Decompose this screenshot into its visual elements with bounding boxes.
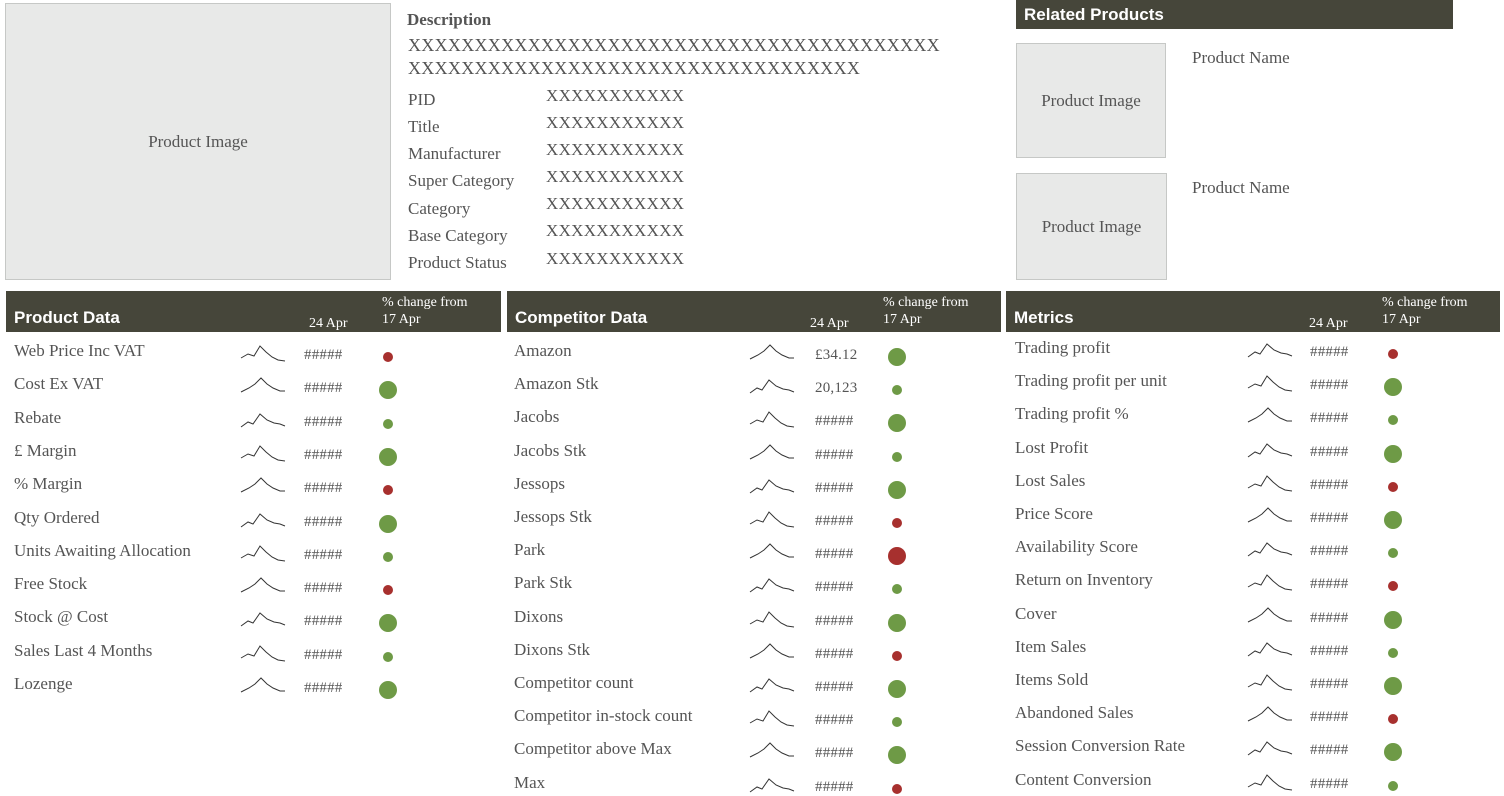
metric-value-trading-profit-per-unit: #####: [1310, 377, 1349, 393]
metric-value-abandoned-sales: #####: [1310, 709, 1349, 725]
metric-label-session-conversion-rate[interactable]: Session Conversion Rate: [1015, 736, 1185, 755]
sparkline-icon: [1247, 704, 1293, 726]
metric-value-dixons: #####: [815, 613, 854, 629]
sparkline-icon: [1247, 472, 1293, 494]
change-indicator-bad: [1388, 714, 1398, 724]
change-indicator-good: [1384, 611, 1402, 629]
change-indicator-good: [892, 385, 902, 395]
metric-label-amazon-stk[interactable]: Amazon Stk: [514, 374, 599, 393]
sparkline-icon: [749, 641, 795, 663]
attr-label-manufacturer: Manufacturer: [408, 144, 501, 163]
change-indicator-good: [379, 448, 397, 466]
metric-label-amazon[interactable]: Amazon: [514, 341, 572, 360]
metric-value-jacobs-stk: #####: [815, 447, 854, 463]
sparkline-icon: [1247, 339, 1293, 361]
change-indicator-bad: [892, 651, 902, 661]
metric-label-item-sales[interactable]: Item Sales: [1015, 637, 1087, 656]
sparkline-icon: [1247, 405, 1293, 427]
metric-value-return-on-inventory: #####: [1310, 576, 1349, 592]
change-indicator-bad: [1388, 482, 1398, 492]
sparkline-icon: [1247, 605, 1293, 627]
related-product-image-1[interactable]: [1016, 43, 1166, 158]
sparkline-icon: [749, 574, 795, 596]
metric-label-qty-ordered[interactable]: Qty Ordered: [14, 508, 100, 527]
metric-value-jacobs: #####: [815, 413, 854, 429]
metric-label-lost-sales[interactable]: Lost Sales: [1015, 471, 1086, 490]
metric-label-competitor-count[interactable]: Competitor count: [514, 673, 634, 692]
metric-label-competitor-above-max[interactable]: Competitor above Max: [514, 739, 672, 758]
metric-label-web-price-inc-vat[interactable]: Web Price Inc VAT: [14, 341, 145, 360]
metric-label-return-on-inventory[interactable]: Return on Inventory: [1015, 570, 1153, 589]
attr-value-manufacturer: XXXXXXXXXXX: [546, 140, 685, 159]
change-indicator-good: [888, 680, 906, 698]
metric-label-jessops-stk[interactable]: Jessops Stk: [514, 507, 592, 526]
description-line-2: XXXXXXXXXXXXXXXXXXXXXXXXXXXXXXXXXX: [408, 58, 861, 78]
panel-header-metrics: [1006, 291, 1500, 332]
main-product-image-label: Product Image: [148, 131, 248, 151]
panel-header-competitor-data: [507, 291, 1001, 332]
metric-label-free-stock[interactable]: Free Stock: [14, 574, 88, 593]
metric-value-park: #####: [815, 546, 854, 562]
change-indicator-bad: [1388, 349, 1398, 359]
metric-value-rebate: #####: [304, 414, 343, 430]
metric-label-price-score[interactable]: Price Score: [1015, 504, 1093, 523]
metric-label-trading-profit[interactable]: Trading profit %: [1015, 404, 1129, 423]
change-indicator-good: [892, 584, 902, 594]
related-product-image-2[interactable]: [1016, 173, 1167, 280]
panel-title: Metrics: [1014, 308, 1074, 327]
related-product-name-1[interactable]: Product Name: [1192, 48, 1290, 67]
panel-title: Competitor Data: [515, 308, 648, 327]
description-line-1: XXXXXXXXXXXXXXXXXXXXXXXXXXXXXXXXXXXXXXXX: [408, 35, 940, 55]
metric-label-units-awaiting-allocation[interactable]: Units Awaiting Allocation: [14, 541, 191, 560]
sparkline-icon: [240, 475, 286, 497]
metric-value-jessops-stk: #####: [815, 513, 854, 529]
panel-date-label: 24 Apr: [1309, 316, 1348, 331]
sparkline-icon: [749, 707, 795, 729]
metric-label-margin[interactable]: % Margin: [14, 474, 83, 493]
metric-value-price-score: #####: [1310, 510, 1349, 526]
metric-label-park[interactable]: Park: [514, 540, 546, 559]
metric-label-max[interactable]: Max: [514, 773, 546, 792]
metric-label-items-sold[interactable]: Items Sold: [1015, 670, 1089, 689]
sparkline-icon: [749, 740, 795, 762]
attr-value-product-status: XXXXXXXXXXX: [546, 249, 685, 268]
metric-label-jacobs[interactable]: Jacobs: [514, 407, 560, 426]
sparkline-icon: [1247, 737, 1293, 759]
attr-label-product-status: Product Status: [408, 253, 507, 272]
metric-value-free-stock: #####: [304, 580, 343, 596]
attr-value-title: XXXXXXXXXXX: [546, 113, 685, 132]
metric-value-max: #####: [815, 779, 854, 795]
related-products-header: Related Products: [1016, 0, 1453, 29]
change-indicator-good: [1384, 378, 1402, 396]
sparkline-icon: [240, 409, 286, 431]
panel-change-label-line-1: % change from: [883, 295, 969, 310]
panel-date-label: 24 Apr: [810, 316, 849, 331]
metric-label-lozenge[interactable]: Lozenge: [14, 674, 73, 693]
related-product-name-2[interactable]: Product Name: [1192, 178, 1290, 197]
sparkline-icon: [1247, 638, 1293, 660]
change-indicator-bad: [892, 784, 902, 794]
metric-value-trading-profit: #####: [1310, 344, 1349, 360]
change-indicator-bad: [892, 518, 902, 528]
metric-value-web-price-inc-vat: #####: [304, 347, 343, 363]
metric-label-cost-ex-vat[interactable]: Cost Ex VAT: [14, 374, 104, 393]
metric-value-park-stk: #####: [815, 579, 854, 595]
metric-value-items-sold: #####: [1310, 676, 1349, 692]
change-indicator-good: [1384, 677, 1402, 695]
sparkline-icon: [749, 475, 795, 497]
change-indicator-good: [888, 348, 906, 366]
change-indicator-good: [383, 652, 393, 662]
sparkline-icon: [240, 509, 286, 531]
sparkline-icon: [749, 608, 795, 630]
metric-value-sales-last-4-months: #####: [304, 647, 343, 663]
change-indicator-bad: [1388, 581, 1398, 591]
metric-label-trading-profit[interactable]: Trading profit: [1015, 338, 1111, 357]
metric-label-lost-profit[interactable]: Lost Profit: [1015, 438, 1089, 457]
attr-label-title: Title: [408, 117, 440, 136]
attr-label-base-category: Base Category: [408, 226, 508, 245]
change-indicator-good: [888, 414, 906, 432]
change-indicator-good: [1388, 415, 1398, 425]
metric-value-lost-profit: #####: [1310, 444, 1349, 460]
change-indicator-good: [383, 552, 393, 562]
metric-label-park-stk[interactable]: Park Stk: [514, 573, 573, 592]
metric-value-amazon: £34.12: [815, 347, 858, 363]
metric-value-availability-score: #####: [1310, 543, 1349, 559]
attr-label-super-category: Super Category: [408, 171, 515, 190]
sparkline-icon: [1247, 671, 1293, 693]
attr-value-super-category: XXXXXXXXXXX: [546, 167, 685, 186]
panel-change-label-line-2: 17 Apr: [1382, 312, 1421, 327]
sparkline-icon: [749, 674, 795, 696]
metric-label-stock-cost[interactable]: Stock @ Cost: [14, 607, 109, 626]
change-indicator-good: [379, 515, 397, 533]
metric-label-rebate[interactable]: Rebate: [14, 408, 62, 427]
metric-value-competitor-in-stock-count: #####: [815, 712, 854, 728]
change-indicator-good: [892, 717, 902, 727]
metric-label-competitor-in-stock-count[interactable]: Competitor in-stock count: [514, 706, 693, 725]
metric-label-sales-last-4-months[interactable]: Sales Last 4 Months: [14, 641, 153, 660]
change-indicator-good: [888, 746, 906, 764]
sparkline-icon: [749, 375, 795, 397]
panel-title: Product Data: [14, 308, 120, 327]
description-title: Description: [407, 10, 492, 29]
sparkline-icon: [240, 542, 286, 564]
sparkline-icon: [1247, 439, 1293, 461]
metric-value-cost-ex-vat: #####: [304, 380, 343, 396]
sparkline-icon: [240, 575, 286, 597]
panel-change-label: [1382, 294, 1468, 328]
metric-label-availability-score[interactable]: Availability Score: [1015, 537, 1138, 556]
panel-date-label: 24 Apr: [309, 316, 348, 331]
metric-label-jessops[interactable]: Jessops: [514, 474, 566, 493]
sparkline-icon: [1247, 372, 1293, 394]
panel-header-product-data: [6, 291, 501, 332]
metric-value-content-conversion: #####: [1310, 776, 1349, 792]
metric-value-cover: #####: [1310, 610, 1349, 626]
metric-value-stock-cost: #####: [304, 613, 343, 629]
change-indicator-good: [1388, 648, 1398, 658]
metric-value-competitor-above-max: #####: [815, 745, 854, 761]
change-indicator-bad: [383, 352, 393, 362]
sparkline-icon: [749, 342, 795, 364]
metric-value-session-conversion-rate: #####: [1310, 742, 1349, 758]
sparkline-icon: [240, 642, 286, 664]
sparkline-icon: [240, 608, 286, 630]
change-indicator-good: [1384, 445, 1402, 463]
sparkline-icon: [240, 675, 286, 697]
panel-change-label-line-2: 17 Apr: [883, 312, 922, 327]
panel-change-label-line-1: % change from: [1382, 295, 1468, 310]
sparkline-icon: [749, 541, 795, 563]
change-indicator-good: [379, 681, 397, 699]
attr-value-pid: XXXXXXXXXXX: [546, 86, 685, 105]
metric-value-margin: #####: [304, 447, 343, 463]
metric-label-cover[interactable]: Cover: [1015, 604, 1057, 623]
change-indicator-good: [1384, 743, 1402, 761]
attr-label-category: Category: [408, 199, 471, 218]
metric-value-trading-profit: #####: [1310, 410, 1349, 426]
sparkline-icon: [749, 442, 795, 464]
panel-change-label: [883, 294, 969, 328]
sparkline-icon: [1247, 771, 1293, 793]
metric-label-dixons[interactable]: Dixons: [514, 607, 564, 626]
sparkline-icon: [749, 508, 795, 530]
metric-value-competitor-count: #####: [815, 679, 854, 695]
attr-value-base-category: XXXXXXXXXXX: [546, 221, 685, 240]
metric-value-units-awaiting-allocation: #####: [304, 547, 343, 563]
metric-label-content-conversion[interactable]: Content Conversion: [1015, 770, 1152, 789]
sparkline-icon: [240, 442, 286, 464]
metric-value-amazon-stk: 20,123: [815, 380, 858, 396]
change-indicator-bad: [383, 585, 393, 595]
sparkline-icon: [1247, 538, 1293, 560]
change-indicator-good: [1384, 511, 1402, 529]
metric-label-jacobs-stk[interactable]: Jacobs Stk: [514, 441, 587, 460]
sparkline-icon: [240, 342, 286, 364]
main-product-image[interactable]: [5, 3, 391, 280]
metric-value-jessops: #####: [815, 480, 854, 496]
sparkline-icon: [749, 774, 795, 796]
metric-label-margin[interactable]: £ Margin: [14, 441, 77, 460]
change-indicator-good: [888, 614, 906, 632]
metric-label-dixons-stk[interactable]: Dixons Stk: [514, 640, 591, 659]
related-product-image-label-1: Product Image: [1041, 90, 1141, 110]
sparkline-icon: [749, 408, 795, 430]
change-indicator-good: [379, 614, 397, 632]
panel-change-label-line-2: 17 Apr: [382, 312, 421, 327]
change-indicator-good: [1388, 548, 1398, 558]
sparkline-icon: [240, 375, 286, 397]
change-indicator-good: [888, 481, 906, 499]
related-product-image-label-2: Product Image: [1041, 216, 1142, 236]
change-indicator-good: [379, 381, 397, 399]
metric-value-item-sales: #####: [1310, 643, 1349, 659]
metric-label-trading-profit-per-unit[interactable]: Trading profit per unit: [1015, 371, 1167, 390]
change-indicator-good: [892, 452, 902, 462]
panel-change-label-line-1: % change from: [382, 295, 468, 310]
metric-label-abandoned-sales[interactable]: Abandoned Sales: [1015, 703, 1134, 722]
attr-value-category: XXXXXXXXXXX: [546, 194, 685, 213]
sparkline-icon: [1247, 505, 1293, 527]
panel-change-label: [382, 294, 468, 328]
metric-value-margin: #####: [304, 480, 343, 496]
metric-value-qty-ordered: #####: [304, 514, 343, 530]
attr-label-pid: PID: [408, 90, 436, 109]
metric-value-dixons-stk: #####: [815, 646, 854, 662]
sparkline-icon: [1247, 571, 1293, 593]
change-indicator-bad: [888, 547, 906, 565]
change-indicator-bad: [383, 485, 393, 495]
change-indicator-good: [1388, 781, 1398, 791]
change-indicator-good: [383, 419, 393, 429]
metric-value-lost-sales: #####: [1310, 477, 1349, 493]
metric-value-lozenge: #####: [304, 680, 343, 696]
